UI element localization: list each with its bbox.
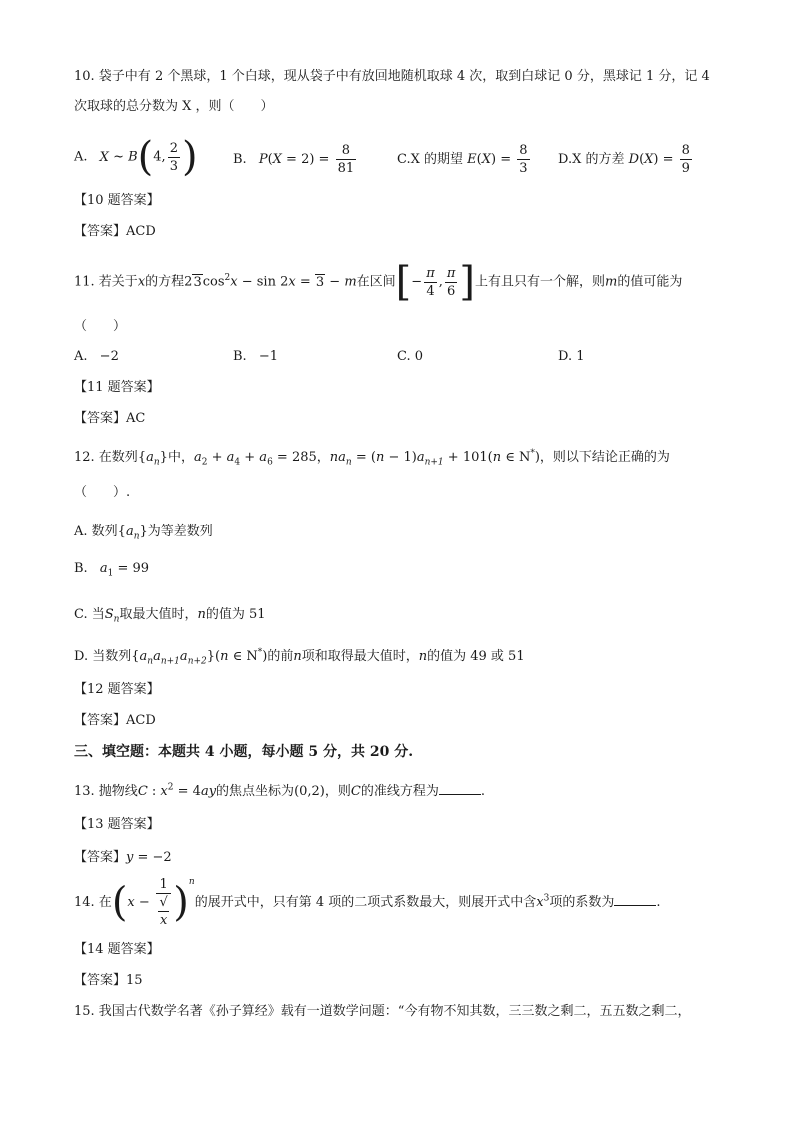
stem-text: 的焦点坐标为 [216,784,295,799]
q12-paren: （ ）. [74,485,131,500]
option-label: B. [74,561,88,576]
q10-line2: 次取球的总分数为 X ，则（ ） [74,99,274,114]
q14-answer: 【答案】15 [74,973,143,988]
q12-option-c: C. 当$S_n$取最大值时，n的值为 51 [74,607,266,625]
q15-line1: 15. 我国古代数学名著《孙子算经》载有一道数学问题：“今有物不知其数，三三数之剩二，五五数之剩二， [74,1004,691,1019]
option-text: 取最大值时， [119,607,198,622]
q10-line1: 10. 袋子中有 2 个黑球，1 个白球，现从袋子中有放回地随机取球 4 次，取到白球记 0 分，黑球记 1 分，记 4 [74,69,710,84]
q11-option-a [74,349,119,364]
stem-text: 的展开式中，只有第 4 项的二项式系数最大，则展开式中含 [194,895,537,910]
q12-option-d: D. 当数列$\{a_na_{n+1}a_{n+2}\}(n$ ∈ N*)的前n项和取得最大值时，n的值为 49 或 51 [74,647,525,667]
q12-stem: 12. 在数列$\{a_n\}$中，$a_2 + a_4 + a_6 = 285$，$na_n = (n - 1)a_{n+1} + 101(n$ ∈ N*)，则以下结论正确的为 [74,448,670,468]
q10-section-label: 【10 题答案】 [74,193,160,208]
option-text: 的值为 51 [205,607,266,622]
stem-text: 的准线方程为 [360,784,439,799]
q11-answer: 【答案】AC [74,411,146,426]
q10-answer: 【答案】ACD [74,224,156,239]
option-label: A. [74,149,88,165]
option-text: D. 当数列 [74,649,132,664]
option-text: 为等差数列 [147,524,213,539]
option-label: B. [233,152,247,167]
q11-option-b [233,349,278,364]
option-text: X 的方差 [572,152,625,167]
option-value: −2 [99,349,119,364]
section-title: 三、填空题：本题共 4 小题，每小题 5 分，共 20 分. [74,744,414,760]
stem-text: 的值可能为 [617,274,683,290]
stem-text: 12. 在数列 [74,450,138,465]
answer-label: 【答案】 [74,850,127,865]
option-text: 的前 [267,649,294,664]
stem-text: 中， [167,450,194,465]
stem-text: 11. 若关于 [74,274,138,290]
option-value: −1 [258,349,278,364]
option-text: 的值为 49 或 51 [427,649,525,664]
answer-blank [439,782,481,795]
option-label: D. [558,152,573,167]
q13-answer: 【答案】y = −2 [74,850,172,865]
q10-option-a: A. X ~ B(4, $\frac{2}{3}$ ) [74,134,198,180]
q11-paren: （ ） [74,319,127,334]
q14-stem: 14. 在(x − 1 √ x )$^n$的展开式中，只有第 4 项的二项式系数最大，则展开式中含$x^3$项的系数为 . [74,877,661,928]
option-label: B. [233,349,247,364]
stem-text: 在区间 [356,274,396,290]
answer-blank [614,893,656,906]
q11-stem: 11. 若关于x的方程$23\cos^2x - \sin 2x = 3 - m$在区间[− $\frac{\pi}{4}$ , $\frac{\pi}{6}$ ]上有且只有一个解，则m的值可能为 [74,259,683,305]
q12-section-label: 【12 题答案】 [74,682,160,697]
option-label: C. [397,152,411,167]
q10-option-b: B. P(X = 2) = $\frac{8}{81}$ [233,143,355,176]
option-text: 项和取得最大值时， [301,649,419,664]
q12-option-a: A. 数列$\{a_n\}$为等差数列 [74,524,213,542]
q12-option-b: B. $a_1 = 99$ [74,561,150,579]
stem-text: 14. 在 [74,895,112,910]
stem-text: 项的系数为 [549,895,615,910]
q11-option-c: C. 0 [397,349,424,364]
q13-section-label: 【13 题答案】 [74,817,160,832]
stem-text: 的方程 [145,274,185,290]
q10-option-d: D.X 的方差 D(X) = $\frac{8}{9}$ [558,143,690,176]
option-text: A. 数列 [74,524,118,539]
stem-text: 13. 抛物线 [74,784,138,799]
q12-answer: 【答案】ACD [74,713,156,728]
stem-text: 上有且只有一个解，则 [475,274,606,290]
option-text: C. 当 [74,607,105,622]
q13-stem: 13. 抛物线C : $x^2 = 4ay$的焦点坐标为(0,2)，则C的准线方程为 . [74,782,486,799]
stem-text: ，则 [324,784,351,799]
q10-option-c: C.X 的期望 E(X) = $\frac{8}{3}$ [397,143,528,176]
q11-section-label: 【11 题答案】 [74,380,160,395]
stem-text: ，则以下结论正确的为 [539,450,670,465]
option-text: X 的期望 [410,152,464,167]
option-label: A. [74,349,88,364]
q11-option-d: D. 1 [558,349,585,364]
q14-section-label: 【14 题答案】 [74,942,160,957]
